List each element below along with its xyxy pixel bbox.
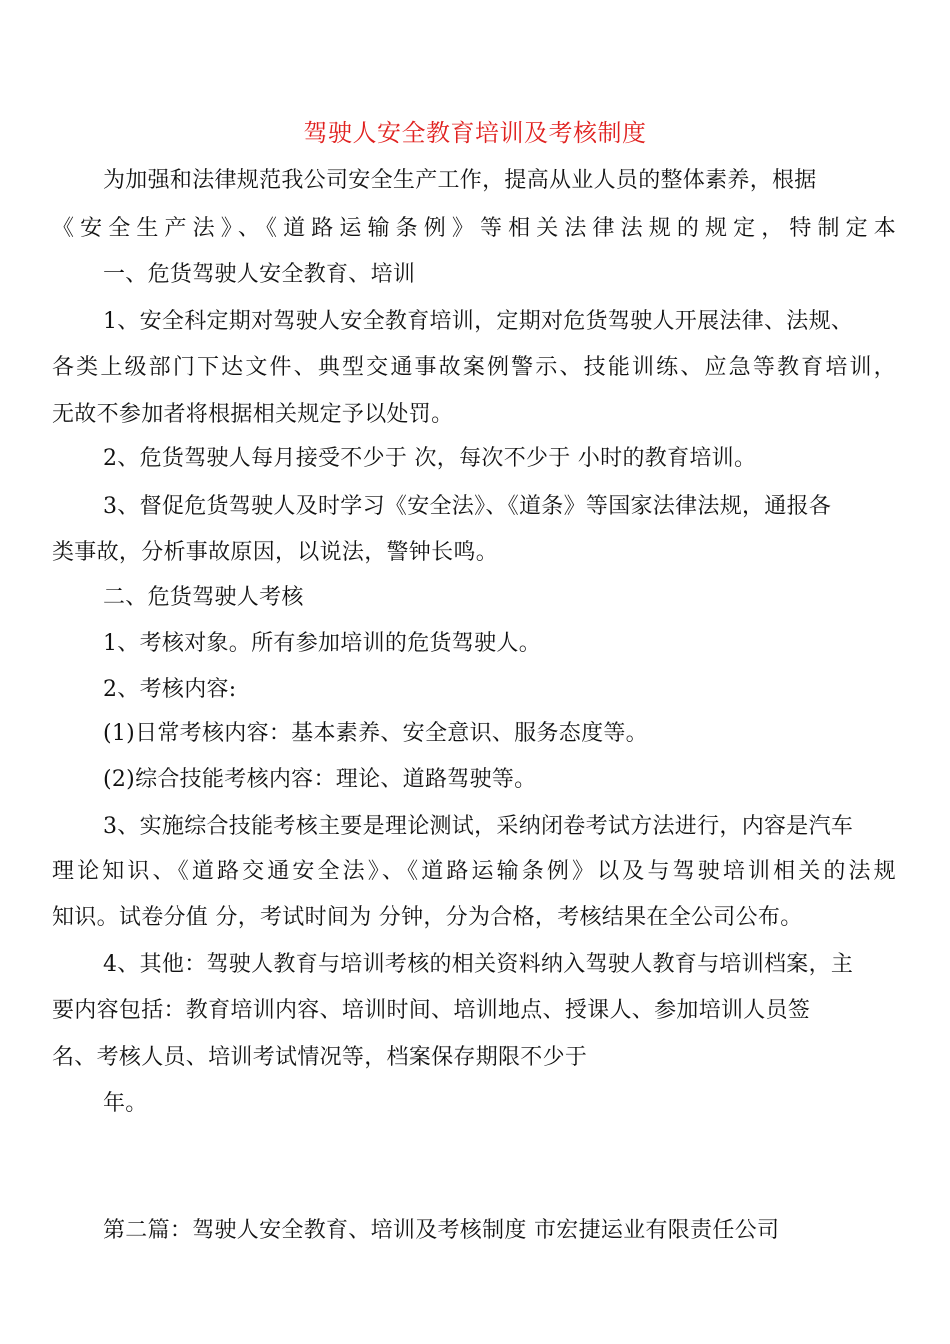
paragraph-line: 3、督促危货驾驶人及时学习《安全法》、《道条》等国家法律法规，通报各 (103, 494, 832, 519)
section-heading: 一、危货驾驶人安全教育、培训 (103, 262, 416, 287)
paragraph-line: (2)综合技能考核内容：理论、道路驾驶等。 (103, 767, 537, 792)
next-section-heading: 第二篇：驾驶人安全教育、培训及考核制度 市宏捷运业有限责任公司 (103, 1218, 780, 1243)
paragraph-line: 年。 (103, 1091, 148, 1116)
paragraph-line: 2、危货驾驶人每月接受不少于 次，每次不少于 小时的教育培训。 (103, 446, 757, 471)
paragraph-line: 1、安全科定期对驾驶人安全教育培训，定期对危货驾驶人开展法律、法规、 (103, 309, 854, 334)
paragraph-line: 2、考核内容: (103, 677, 237, 702)
paragraph-line: 《安全生产法》、《道路运输条例》等相关法律法规的规定，特制定本 (52, 216, 896, 241)
paragraph-line: 要内容包括：教育培训内容、培训时间、培训地点、授课人、参加培训人员签 (52, 998, 811, 1023)
paragraph-line: 类事故，分析事故原因，以说法，警钟长鸣。 (52, 540, 499, 565)
paragraph-line: 3、实施综合技能考核主要是理论测试，采纳闭卷考试方法进行，内容是汽车 (103, 814, 854, 839)
paragraph-line: 为加强和法律规范我公司安全生产工作，提高从业人员的整体素养，根据 (103, 168, 817, 193)
section-heading: 二、危货驾驶人考核 (103, 585, 304, 610)
paragraph-line: 理论知识、《道路交通安全法》、《道路运输条例》以及与驾驶培训相关的法规 (52, 859, 896, 884)
paragraph-line: 知识。试卷分值 分，考试时间为 分钟，分为合格，考核结果在全公司公布。 (52, 905, 803, 930)
paragraph-line: 无故不参加者将根据相关规定予以处罚。 (52, 402, 454, 427)
paragraph-line: 各类上级部门下达文件、典型交通事故案例警示、技能训练、应急等教育培训， (52, 355, 896, 380)
document-title: 驾驶人安全教育培训及考核制度 (303, 119, 647, 147)
paragraph-line: 4、其他：驾驶人教育与培训考核的相关资料纳入驾驶人教育与培训档案，主 (103, 952, 854, 977)
paragraph-line: 名、考核人员、培训考试情况等，档案保存期限不少于 (52, 1045, 588, 1070)
paragraph-line: 1、考核对象。所有参加培训的危货驾驶人。 (103, 631, 541, 656)
paragraph-line: (1)日常考核内容：基本素养、安全意识、服务态度等。 (103, 721, 648, 746)
